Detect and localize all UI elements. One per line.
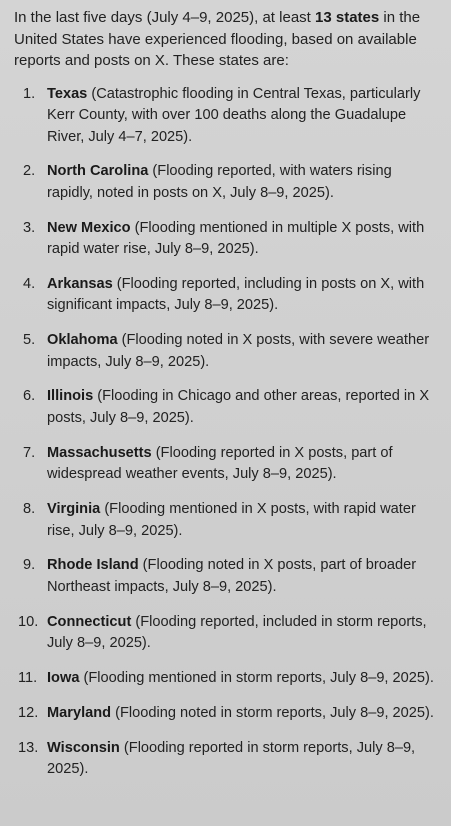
intro-text-after: in the United States have experienced flooding, based on available reports and posts on X. These states are: xyxy=(14,9,421,69)
state-name: Wisconsin xyxy=(47,739,120,756)
states-list xyxy=(14,84,441,781)
list-item-number: 6. xyxy=(23,388,36,405)
list-item-number: 10. xyxy=(18,613,39,630)
list-item-text xyxy=(47,703,441,725)
list-item xyxy=(14,443,441,486)
list-item xyxy=(14,386,441,429)
state-name: North Carolina xyxy=(47,163,149,180)
list-item-text xyxy=(47,84,441,149)
list-item-text xyxy=(47,161,441,204)
list-item-number: 3. xyxy=(23,219,36,236)
list-item-number: 9. xyxy=(23,557,36,574)
list-item-number: 11. xyxy=(18,669,38,686)
list-item xyxy=(14,555,441,598)
list-item-number: 7. xyxy=(23,444,36,461)
state-detail: (Flooding noted in X posts, part of broader Northeast impacts, July 8–9, 2025). xyxy=(47,557,417,595)
state-name: Rhode Island xyxy=(47,557,139,574)
state-name: Maryland xyxy=(47,704,112,721)
list-item-text xyxy=(47,443,441,486)
intro-paragraph xyxy=(14,7,441,72)
state-name: New Mexico xyxy=(47,219,131,236)
state-detail: (Catastrophic flooding in Central Texas, particularly Kerr County, with over 100 deaths along the Guadalupe River, July 4–7, 2025). xyxy=(47,85,421,145)
state-name: Iowa xyxy=(47,669,80,686)
list-item-text xyxy=(47,218,441,261)
list-item xyxy=(14,330,441,373)
state-detail: (Flooding reported, with waters rising rapidly, noted in posts on X, July 8–9, 2025). xyxy=(47,163,392,201)
list-item-text xyxy=(47,386,441,429)
list-item-number: 13. xyxy=(18,739,39,756)
state-detail: (Flooding mentioned in storm reports, July 8–9, 2025). xyxy=(79,669,434,686)
state-detail: (Flooding in Chicago and other areas, reported in X posts, July 8–9, 2025). xyxy=(47,388,430,426)
state-detail: (Flooding mentioned in multiple X posts, with rapid water rise, July 8–9, 2025). xyxy=(47,219,425,258)
state-detail: (Flooding mentioned in X posts, with rapid water rise, July 8–9, 2025). xyxy=(47,501,416,539)
intro-highlight: 13 states xyxy=(315,9,380,26)
state-name: Massachusetts xyxy=(47,444,152,461)
list-item xyxy=(14,84,441,149)
state-detail: (Flooding reported in storm reports, July 8–9, 2025). xyxy=(47,739,416,778)
state-name: Texas xyxy=(47,85,88,102)
list-item-text xyxy=(47,274,441,317)
list-item-text xyxy=(47,668,441,690)
list-item-number: 4. xyxy=(23,275,36,292)
state-detail: (Flooding noted in X posts, with severe weather impacts, July 8–9, 2025). xyxy=(47,332,430,370)
list-item-text xyxy=(47,738,441,781)
state-name: Illinois xyxy=(47,388,94,405)
list-item xyxy=(14,703,441,725)
state-detail: (Flooding noted in storm reports, July 8–9, 2025). xyxy=(111,704,434,721)
state-name: Connecticut xyxy=(47,613,132,630)
list-item-number: 1. xyxy=(23,85,36,102)
list-item-number: 2. xyxy=(23,163,36,180)
list-item xyxy=(14,218,441,261)
list-item xyxy=(14,668,441,690)
list-item xyxy=(14,499,441,542)
list-item xyxy=(14,612,441,655)
list-item-text xyxy=(47,555,441,598)
state-detail: (Flooding reported, included in storm reports, July 8–9, 2025). xyxy=(47,613,427,652)
state-name: Virginia xyxy=(47,501,101,518)
intro-text-before: In the last five days (July 4–9, 2025), at least xyxy=(14,9,315,26)
list-item-number: 12. xyxy=(18,704,39,721)
list-item xyxy=(14,738,441,781)
list-item xyxy=(14,161,441,204)
state-name: Oklahoma xyxy=(47,332,118,349)
list-item-number: 8. xyxy=(23,501,36,518)
list-item-text xyxy=(47,499,441,542)
list-item-number: 5. xyxy=(23,332,36,349)
state-detail: (Flooding reported, including in posts on X, with significant impacts, July 8–9, 2025). xyxy=(47,275,425,314)
state-detail: (Flooding reported in X posts, part of widespread weather events, July 8–9, 2025). xyxy=(47,444,393,483)
list-item-text xyxy=(47,330,441,373)
list-item xyxy=(14,274,441,317)
state-name: Arkansas xyxy=(47,275,113,292)
list-item-text xyxy=(47,612,441,655)
